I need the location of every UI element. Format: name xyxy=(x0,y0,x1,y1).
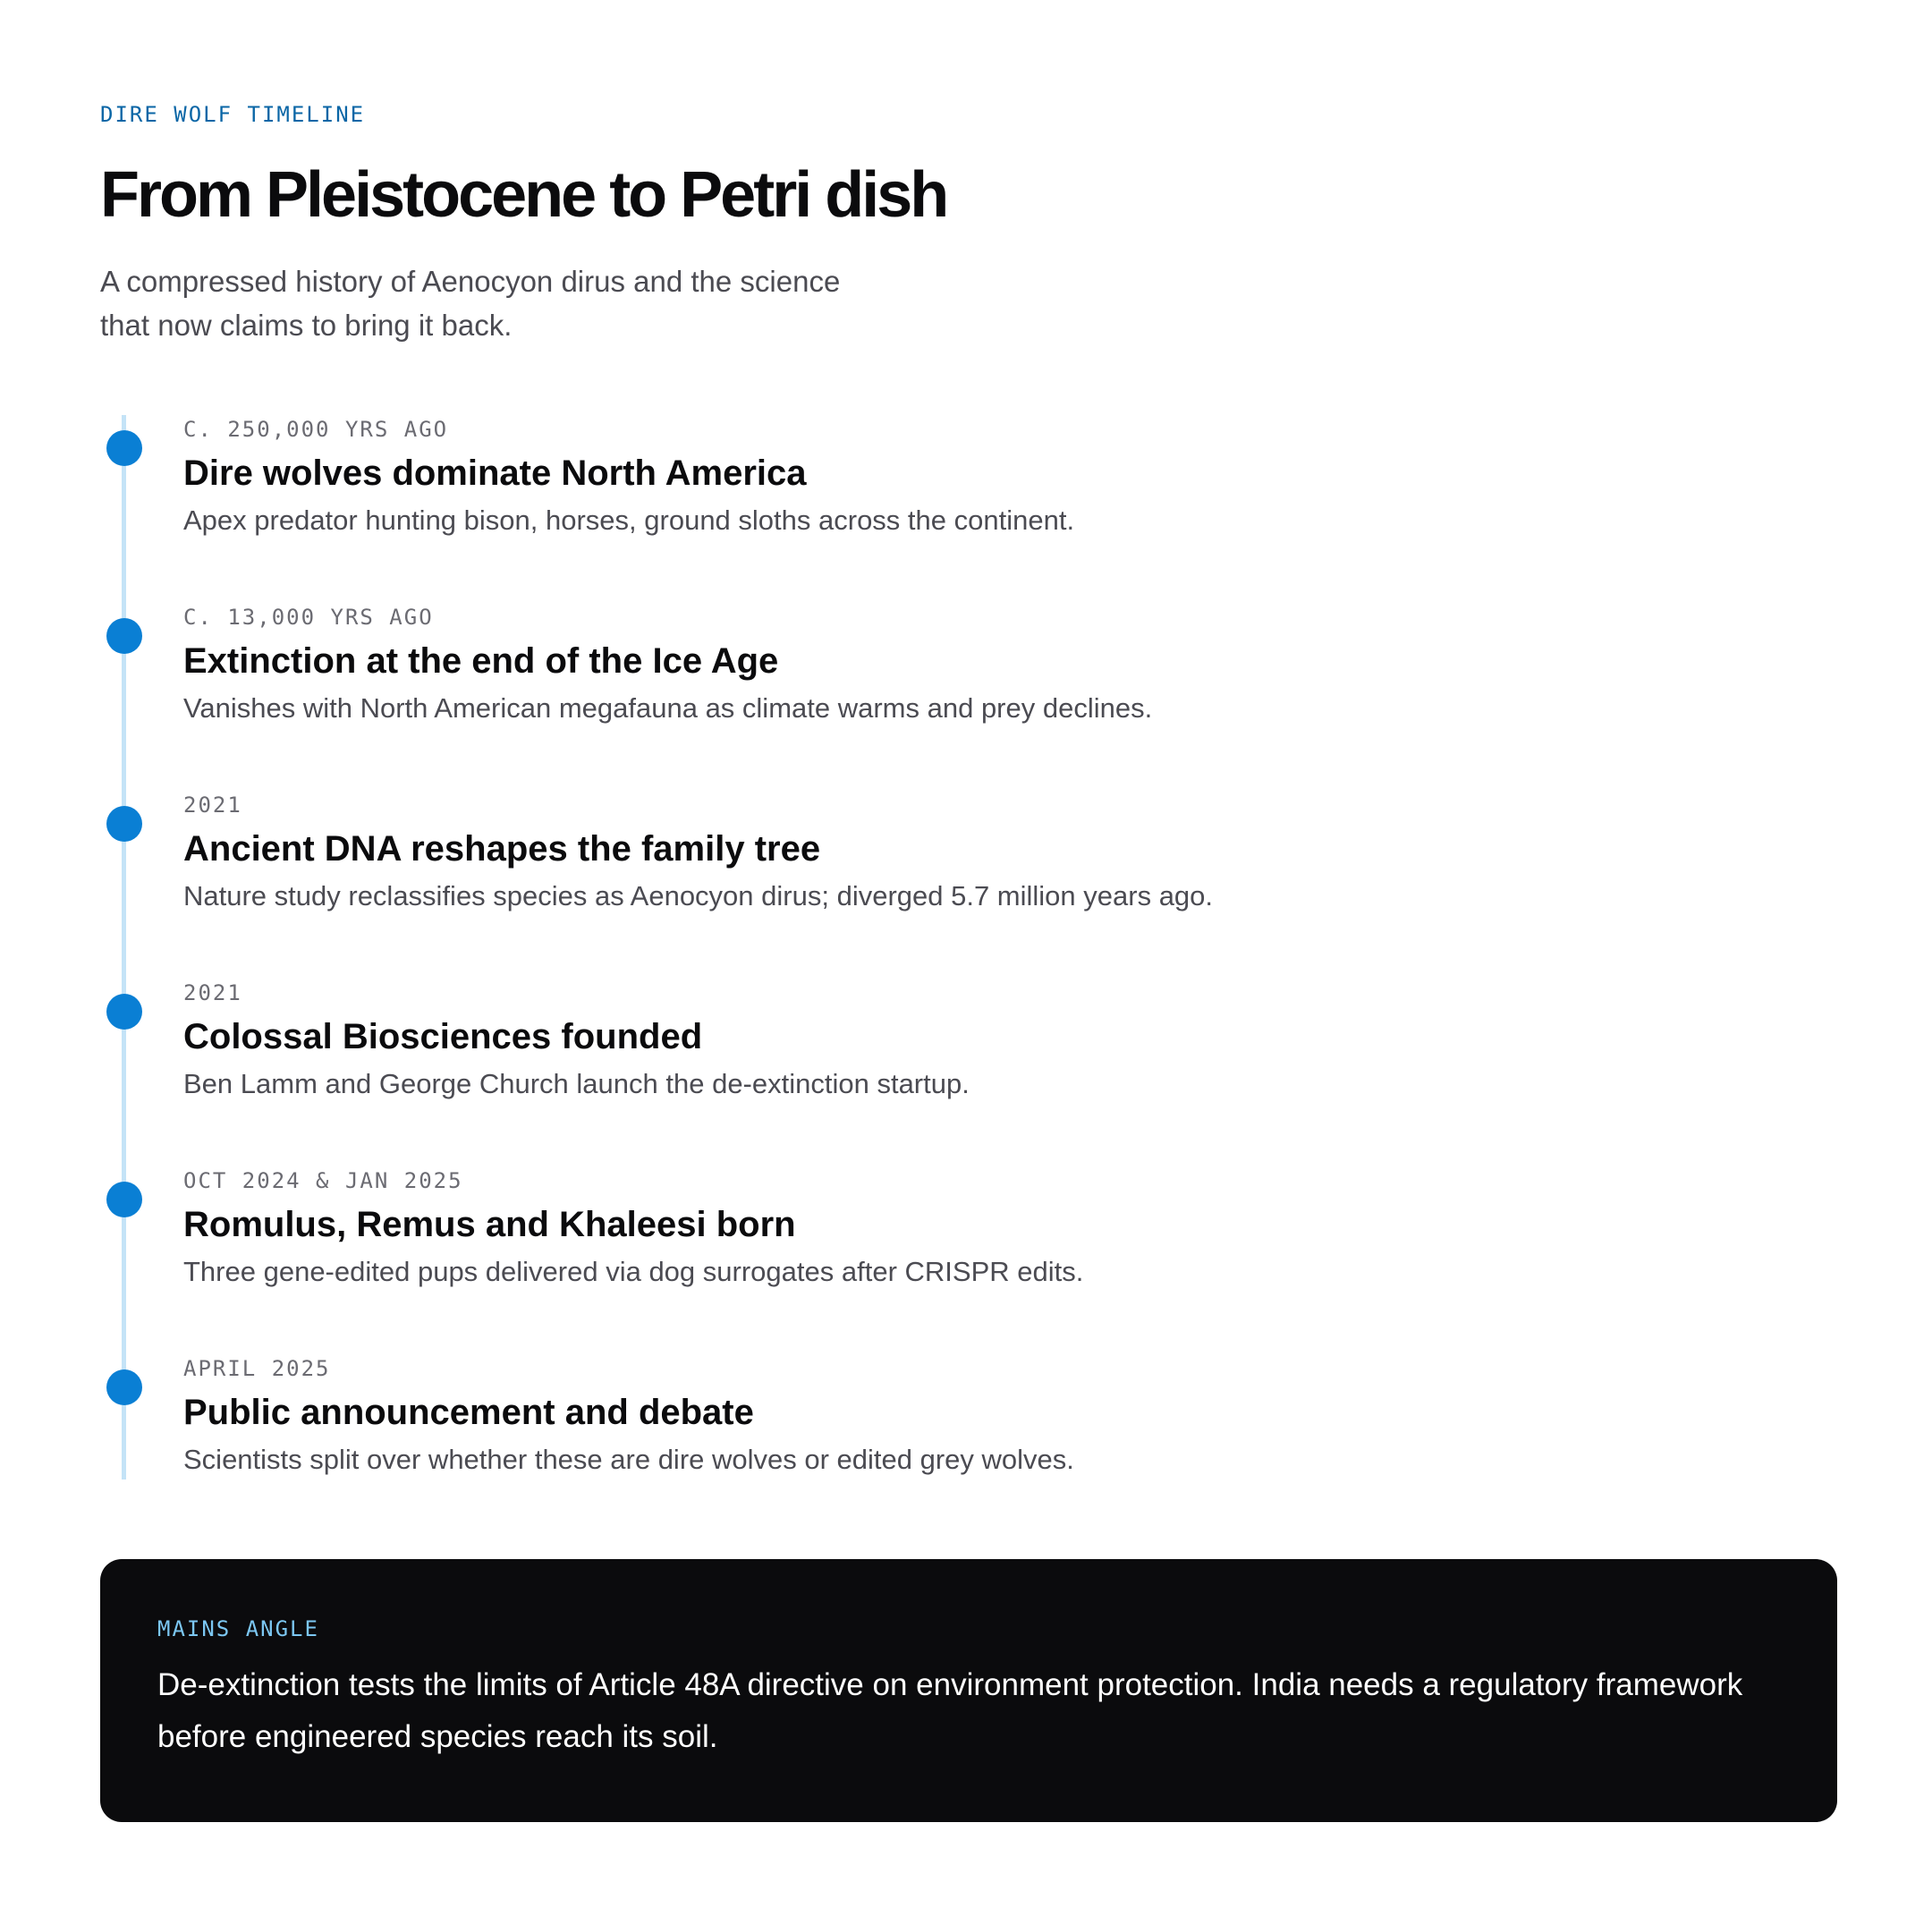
timeline xyxy=(100,415,1839,1479)
page-title: From Pleistocene to Petri dish xyxy=(100,159,947,231)
timeline-event xyxy=(100,1354,1800,1533)
mains-angle-label: MAINS ANGLE xyxy=(157,1616,319,1641)
event-description: Ben Lamm and George Church launch the de-extinction startup. xyxy=(183,1068,970,1099)
timeline-dot xyxy=(106,806,142,842)
event-date: OCT 2024 & JAN 2025 xyxy=(183,1168,463,1193)
event-title: Colossal Biosciences founded xyxy=(183,1017,703,1056)
subtitle-line-2: that now claims to bring it back. xyxy=(100,309,513,342)
timeline-event xyxy=(100,603,1800,782)
timeline-event xyxy=(100,979,1800,1157)
timeline-dot xyxy=(106,1369,142,1405)
page-subtitle xyxy=(100,259,905,347)
event-title: Ancient DNA reshapes the family tree xyxy=(183,829,821,869)
event-description: Vanishes with North American megafauna as climate warms and prey declines. xyxy=(183,692,1153,724)
event-description: Nature study reclassifies species as Aenocyon dirus; diverged 5.7 million years ago. xyxy=(183,880,1214,911)
timeline-event xyxy=(100,1166,1800,1345)
event-title: Dire wolves dominate North America xyxy=(183,454,807,493)
timeline-dot xyxy=(106,994,142,1030)
event-title: Extinction at the end of the Ice Age xyxy=(183,641,779,681)
event-date: APRIL 2025 xyxy=(183,1356,331,1381)
event-date: 2021 xyxy=(183,793,242,818)
timeline-dot xyxy=(106,430,142,466)
subtitle-line-1: A compressed history of Aenocyon dirus and the science xyxy=(100,265,841,298)
event-description: Three gene-edited pups delivered via dog surrogates after CRISPR edits. xyxy=(183,1256,1084,1287)
section-eyebrow: DIRE WOLF TIMELINE xyxy=(100,102,366,127)
mains-angle-card xyxy=(100,1559,1837,1822)
timeline-dot xyxy=(106,1182,142,1217)
timeline-event xyxy=(100,415,1800,594)
event-title: Romulus, Remus and Khaleesi born xyxy=(183,1205,796,1244)
mains-angle-text: De-extinction tests the limits of Article 48A directive on environment protection. India needs a regulatory framework before engineered species reach its soil. xyxy=(157,1667,1743,1754)
event-description: Scientists split over whether these are dire wolves or edited grey wolves. xyxy=(183,1444,1074,1475)
event-date: C. 250,000 YRS AGO xyxy=(183,417,449,442)
event-title: Public announcement and debate xyxy=(183,1393,754,1432)
timeline-page xyxy=(100,100,1839,1479)
event-date: 2021 xyxy=(183,980,242,1005)
event-description: Apex predator hunting bison, horses, ground sloths across the continent. xyxy=(183,504,1075,536)
timeline-event xyxy=(100,791,1800,970)
timeline-dot xyxy=(106,618,142,654)
event-date: C. 13,000 YRS AGO xyxy=(183,605,434,630)
